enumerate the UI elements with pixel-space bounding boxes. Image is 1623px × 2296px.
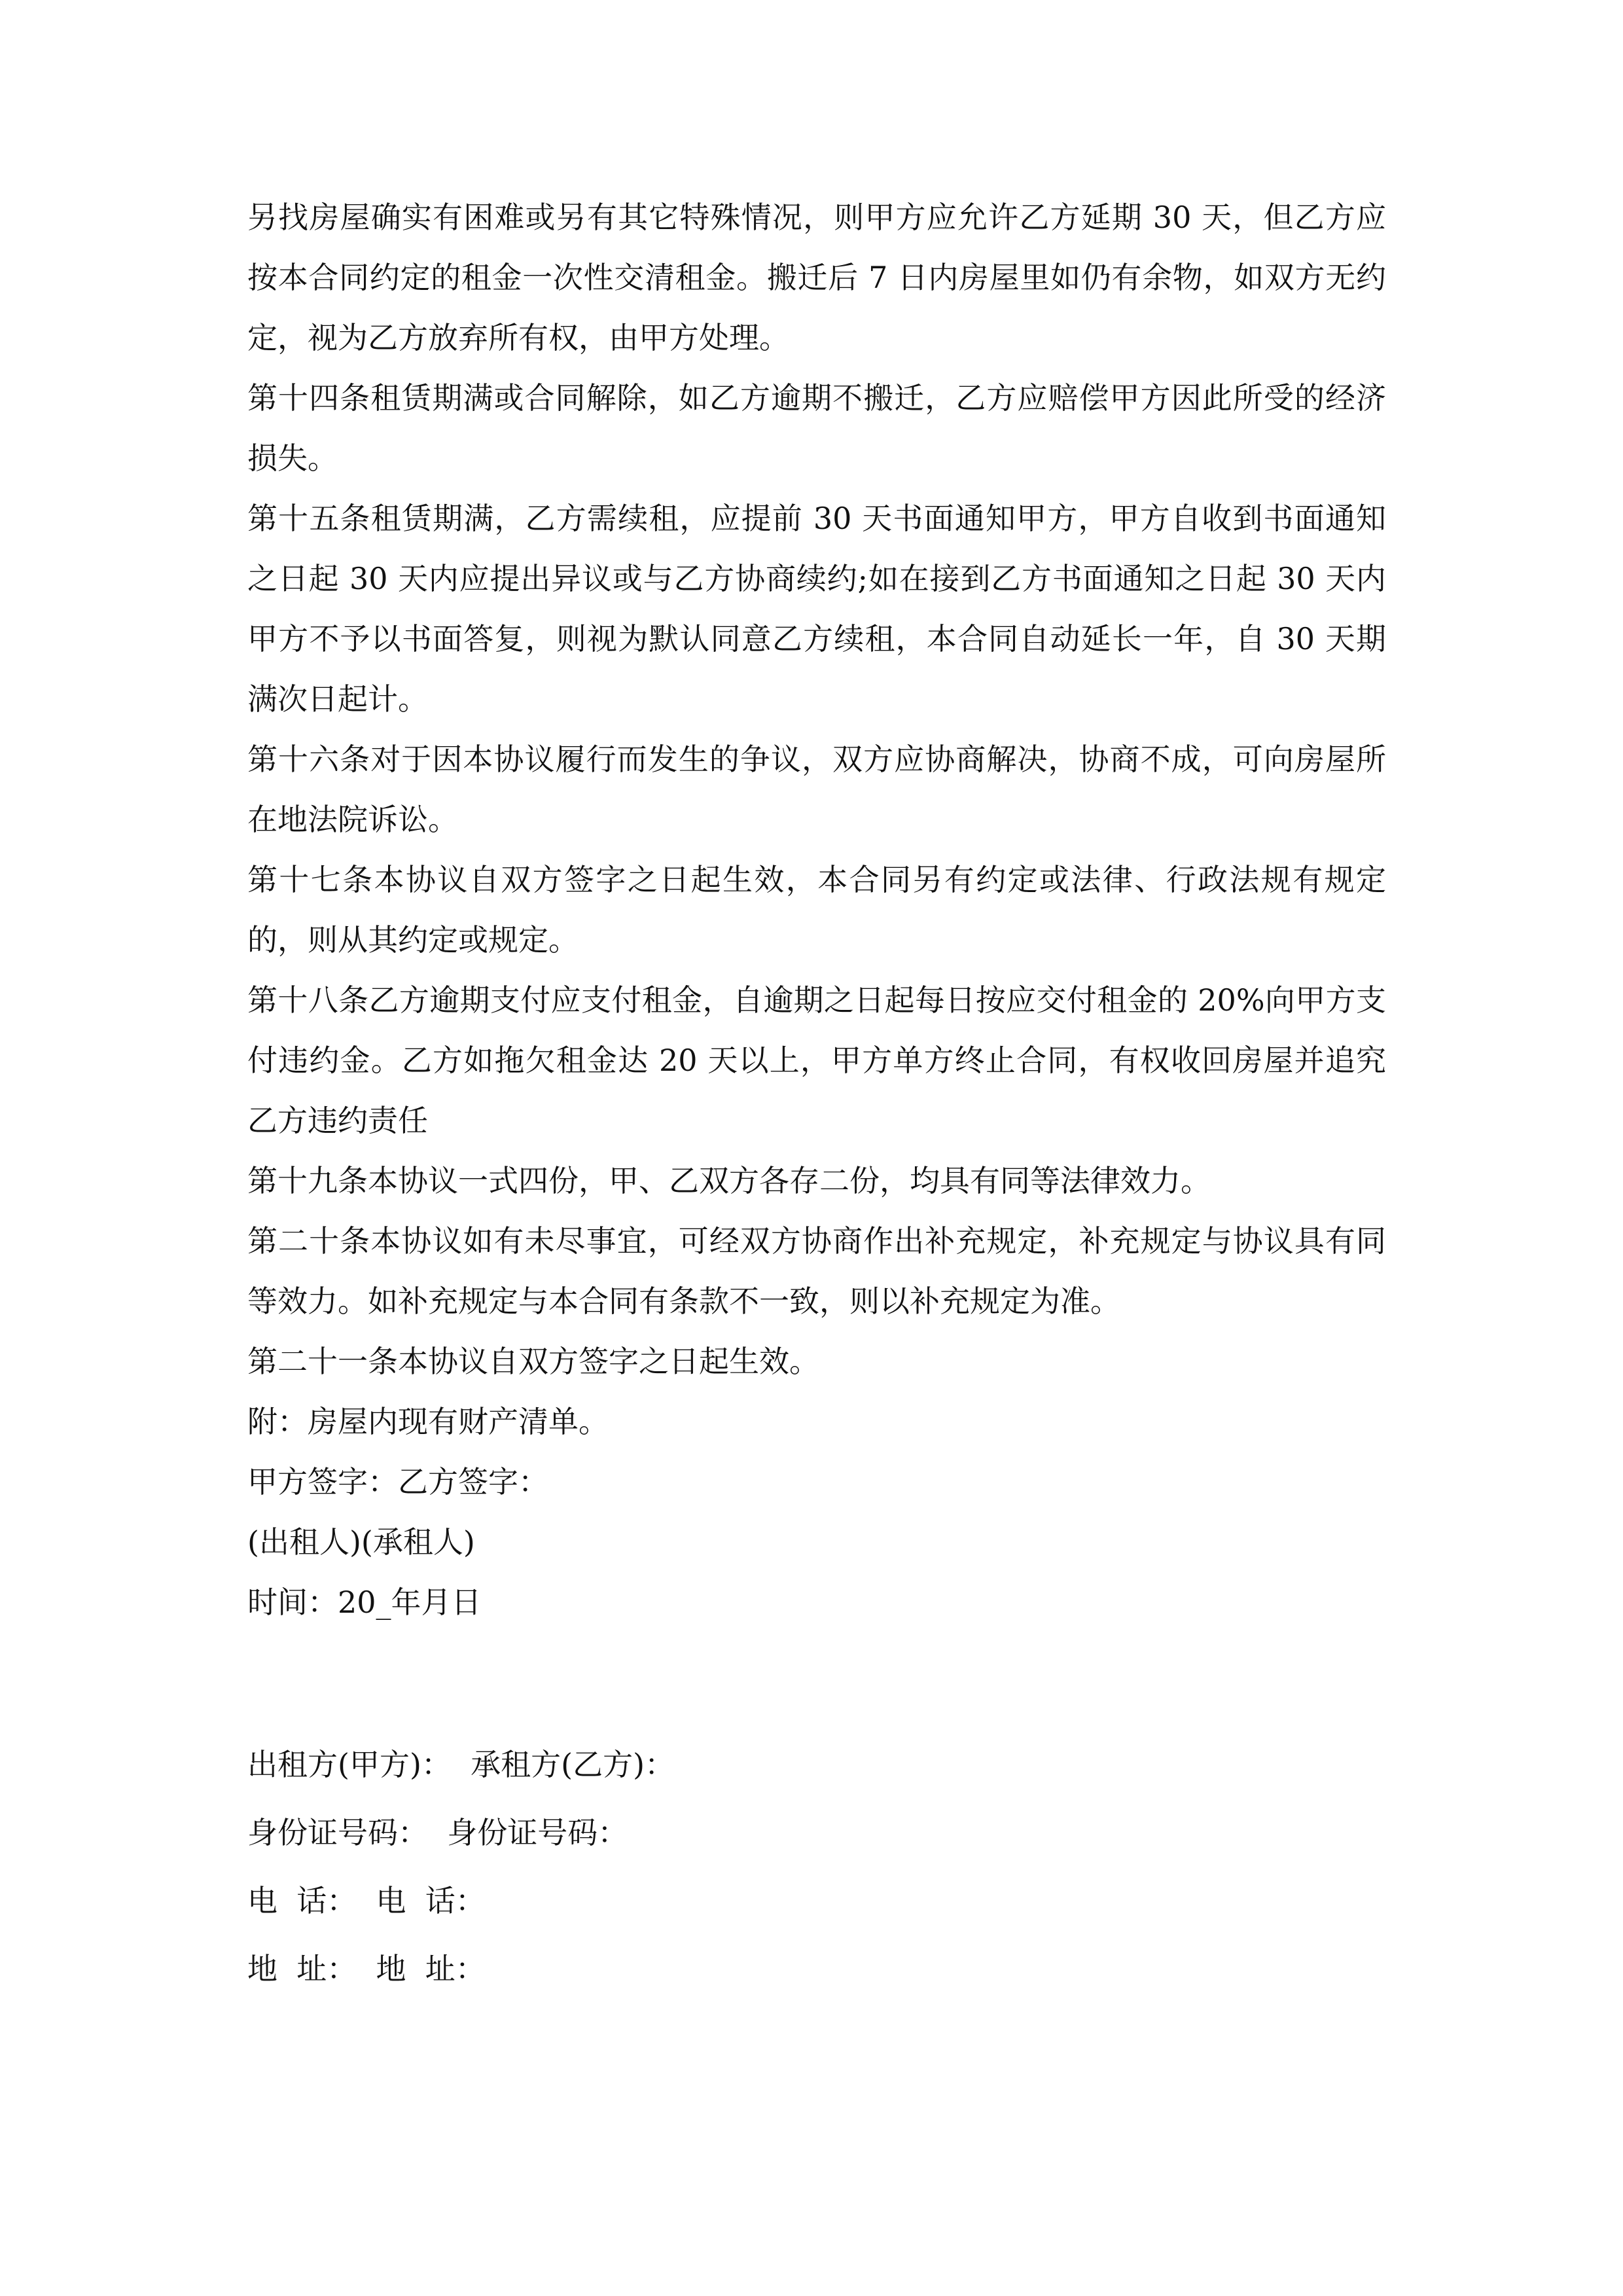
clause-17: 第十七条本协议自双方签字之日起生效，本合同另有约定或法律、行政法规有规定的，则从其约定或规定。	[247, 862, 1386, 958]
document-body	[247, 187, 1386, 2003]
section-gap	[247, 1632, 1386, 1731]
clause-15: 第十五条租赁期满，乙方需续租，应提前 30 天书面通知甲方，甲方自收到书面通知之日起 30 天内应提出异议或与乙方协商续约;如在接到乙方书面通知之日起 30 天内甲方不予以书面答复，则视为默认同意乙方续租，本合同自动延长一年，自 30 天期满次日起计。	[247, 501, 1386, 717]
clause-19: 第十九条本协议一式四份，甲、乙双方各存二份，均具有同等法律效力。	[247, 1163, 1211, 1198]
signature-line: 甲方签字：乙方签字：	[247, 1464, 548, 1499]
date-line: 时间：20_年月日	[247, 1585, 482, 1620]
paragraph-continuation: 另找房屋确实有困难或另有其它特殊情况，则甲方应允许乙方延期 30 天，但乙方应按本合同约定的租金一次性交清租金。搬迁后 7 日内房屋里如仍有余物，如双方无约定，视为乙方放弃所有权，由甲方处理。	[247, 200, 1386, 355]
clause-20: 第二十条本协议如有未尽事宜，可经双方协商作出补充规定，补充规定与协议具有同等效力。如补充规定与本合同有条款不一致，则以补充规定为准。	[247, 1223, 1386, 1319]
clause-18: 第十八条乙方逾期支付应支付租金，自逾期之日起每日按应交付租金的 20%向甲方支付违约金。乙方如拖欠租金达 20 天以上，甲方单方终止合同，有权收回房屋并追究乙方违约责任	[247, 982, 1386, 1138]
phone-row: 电 话： 电 话：	[247, 1883, 486, 1918]
clause-21: 第二十一条本协议自双方签字之日起生效。	[247, 1344, 819, 1379]
clause-16: 第十六条对于因本协议履行而发生的争议，双方应协商解决，协商不成，可向房屋所在地法院诉讼。	[247, 742, 1386, 837]
attachment-note: 附：房屋内现有财产清单。	[247, 1404, 609, 1439]
id-number-row: 身份证号码： 身份证号码：	[247, 1815, 628, 1850]
clause-14: 第十四条租赁期满或合同解除，如乙方逾期不搬迁，乙方应赔偿甲方因此所受的经济损失。	[247, 380, 1386, 476]
lessor-lessee-row: 出租方(甲方)： 承租方(乙方)：	[247, 1747, 675, 1782]
party-roles-line: (出租人)(承租人)	[247, 1524, 475, 1560]
address-row: 地 址： 地 址：	[247, 1951, 486, 1986]
